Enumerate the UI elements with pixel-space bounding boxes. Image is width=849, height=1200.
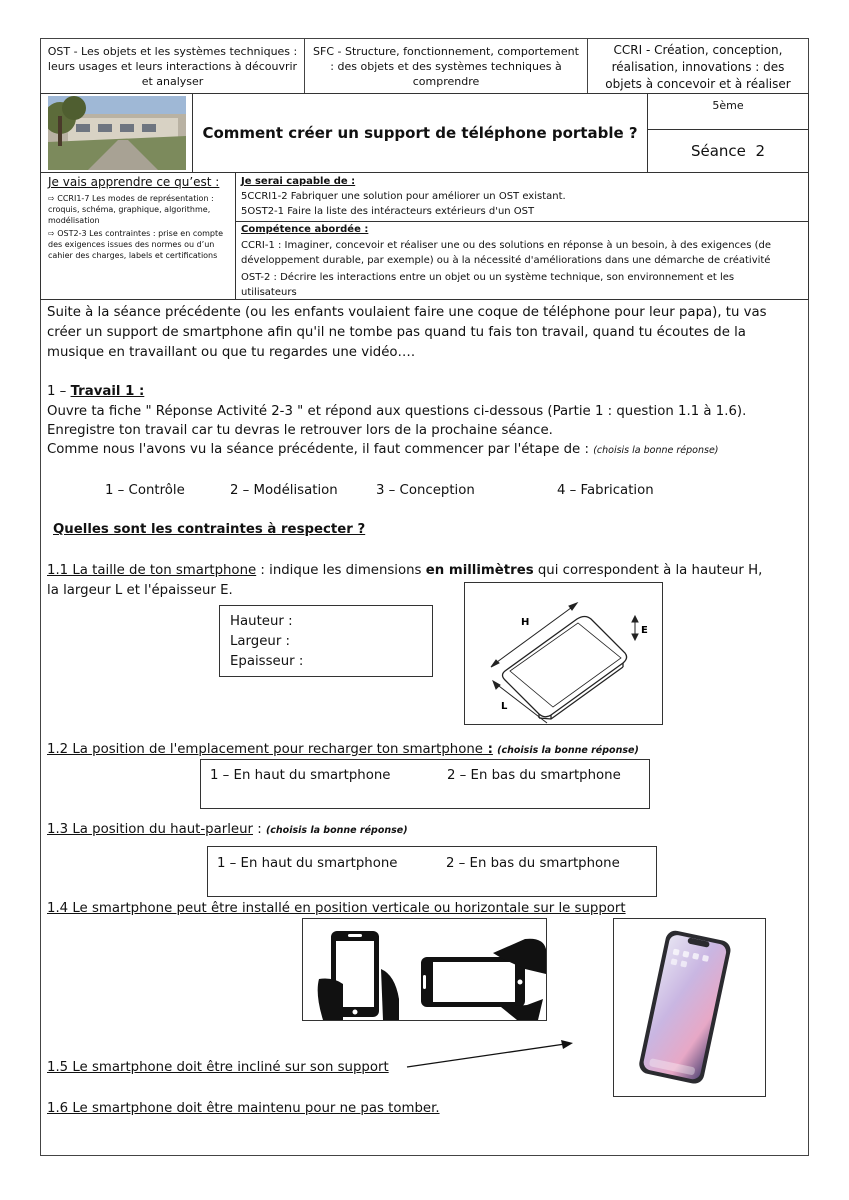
phone-dimension-figure	[464, 582, 663, 725]
q12-option-bottom[interactable]: 2 – En bas du smartphone	[447, 768, 621, 783]
step-option: 4 – Fabrication	[557, 483, 654, 498]
q13-option-bottom[interactable]: 2 – En bas du smartphone	[446, 856, 620, 871]
intro-text: Suite à la séance précédente (ou les enfants voulaient faire une coque de téléphone pour leur papa), tu vas créer un support de smartphone afin qu'il ne tombe pas quand tu fais ton travail, quand tu écoutes de la musique en travaillant ou que tu regardes une vidéo….	[47, 305, 767, 360]
q11-text: 1.1 La taille de ton smartphone : indique les dimensions en millimètres qui correspondent à la hauteur H, la largeur L et l'épaisseur E.	[47, 563, 763, 598]
learn-item: ⇨ OST2-3 Les contraintes : prise en compte des exigences issues des normes ou d’un cahier des charges, labels et certifications	[48, 229, 224, 260]
learn-item: ⇨ CCRI1-7 Les modes de représentation : croquis, schéma, graphique, algorithme, modélisation	[48, 194, 214, 225]
step-option: 2 – Modélisation	[230, 483, 338, 498]
capable-title: Je serai capable de :	[241, 176, 356, 187]
contraintes-title: Quelles sont les contraintes à respecter ?	[53, 522, 366, 537]
h-dimension-label: H	[521, 617, 530, 628]
travail-line1: Ouvre ta fiche " Réponse Activité 2-3 " et répond aux questions ci-dessous (Partie 1 : question 1.1 à 1.6).	[47, 404, 747, 419]
q14-text: 1.4 Le smartphone peut être installé en position verticale ou horizontale sur le support	[47, 901, 626, 916]
arrow-icon	[405, 1038, 577, 1070]
session-label: Séance 2	[690, 142, 765, 160]
thickness-field-label: Epaisseur :	[230, 654, 304, 669]
q12-option-top[interactable]: 1 – En haut du smartphone	[210, 768, 391, 783]
school-photo	[48, 96, 186, 170]
travail-line3: Comme nous l'avons vu la séance précédente, il faut commencer par l'étape de : (choisis la bonne réponse)	[47, 442, 719, 457]
capable-item: 5OST2-1 Faire la liste des intéracteurs extérieurs d'un OST	[241, 206, 535, 217]
header-ccri: CCRI - Création, conception, réalisation, innovations : des objets à concevoir et à réaliser	[587, 38, 809, 94]
width-field-label: Largeur :	[230, 634, 291, 649]
page-title: Comment créer un support de téléphone portable ?	[202, 124, 638, 142]
competence-item: CCRI-1 : Imaginer, concevoir et réaliser une ou des solutions en réponse à un besoin, à des exigences (de développement durable, par exemple) ou à la nécessité d'améliorations dans une démarche de créativité	[241, 240, 771, 266]
q16-text: 1.6 Le smartphone doit être maintenu pour ne pas tomber.	[47, 1101, 440, 1116]
e-dimension-label: E	[641, 625, 648, 636]
capable-item: 5CCRI1-2 Fabriquer une solution pour améliorer un OST existant.	[241, 191, 566, 202]
header-sfc: SFC - Structure, fonctionnement, comportement : des objets et des systèmes techniques à comprendre	[304, 38, 588, 94]
q15-text: 1.5 Le smartphone doit être incliné sur son support	[47, 1060, 389, 1075]
competence-item: OST-2 : Décrire les interactions entre un objet ou un système technique, son environnement et les utilisateurs	[241, 272, 735, 298]
travail-heading: 1 – Travail 1 :	[47, 384, 145, 399]
header-ost: OST - Les objets et les systèmes techniques : leurs usages et leurs interactions à découvrir et analyser	[40, 38, 305, 94]
q13-option-top[interactable]: 1 – En haut du smartphone	[217, 856, 398, 871]
travail-line2: Enregistre ton travail car tu devras le retrouver lors de la prochaine séance.	[47, 423, 553, 438]
step-option: 3 – Conception	[376, 483, 475, 498]
horizontal-phone-icon	[421, 939, 546, 1020]
q12-text: 1.2 La position de l'emplacement pour recharger ton smartphone : (choisis la bonne réponse)	[47, 742, 639, 757]
inclined-phone-figure	[613, 918, 766, 1097]
q13-text: 1.3 La position du haut-parleur : (choisis la bonne réponse)	[47, 822, 408, 837]
height-field-label: Hauteur :	[230, 614, 293, 629]
level-label: 5ème	[712, 99, 744, 112]
l-dimension-label: L	[501, 701, 508, 712]
smartphone-icon	[637, 929, 732, 1086]
vertical-phone-icon	[318, 931, 399, 1020]
learn-title: Je vais apprendre ce qu’est :	[48, 175, 220, 189]
competence-title: Compétence abordée :	[241, 224, 369, 235]
orientation-figure	[302, 918, 547, 1021]
step-option: 1 – Contrôle	[105, 483, 185, 498]
